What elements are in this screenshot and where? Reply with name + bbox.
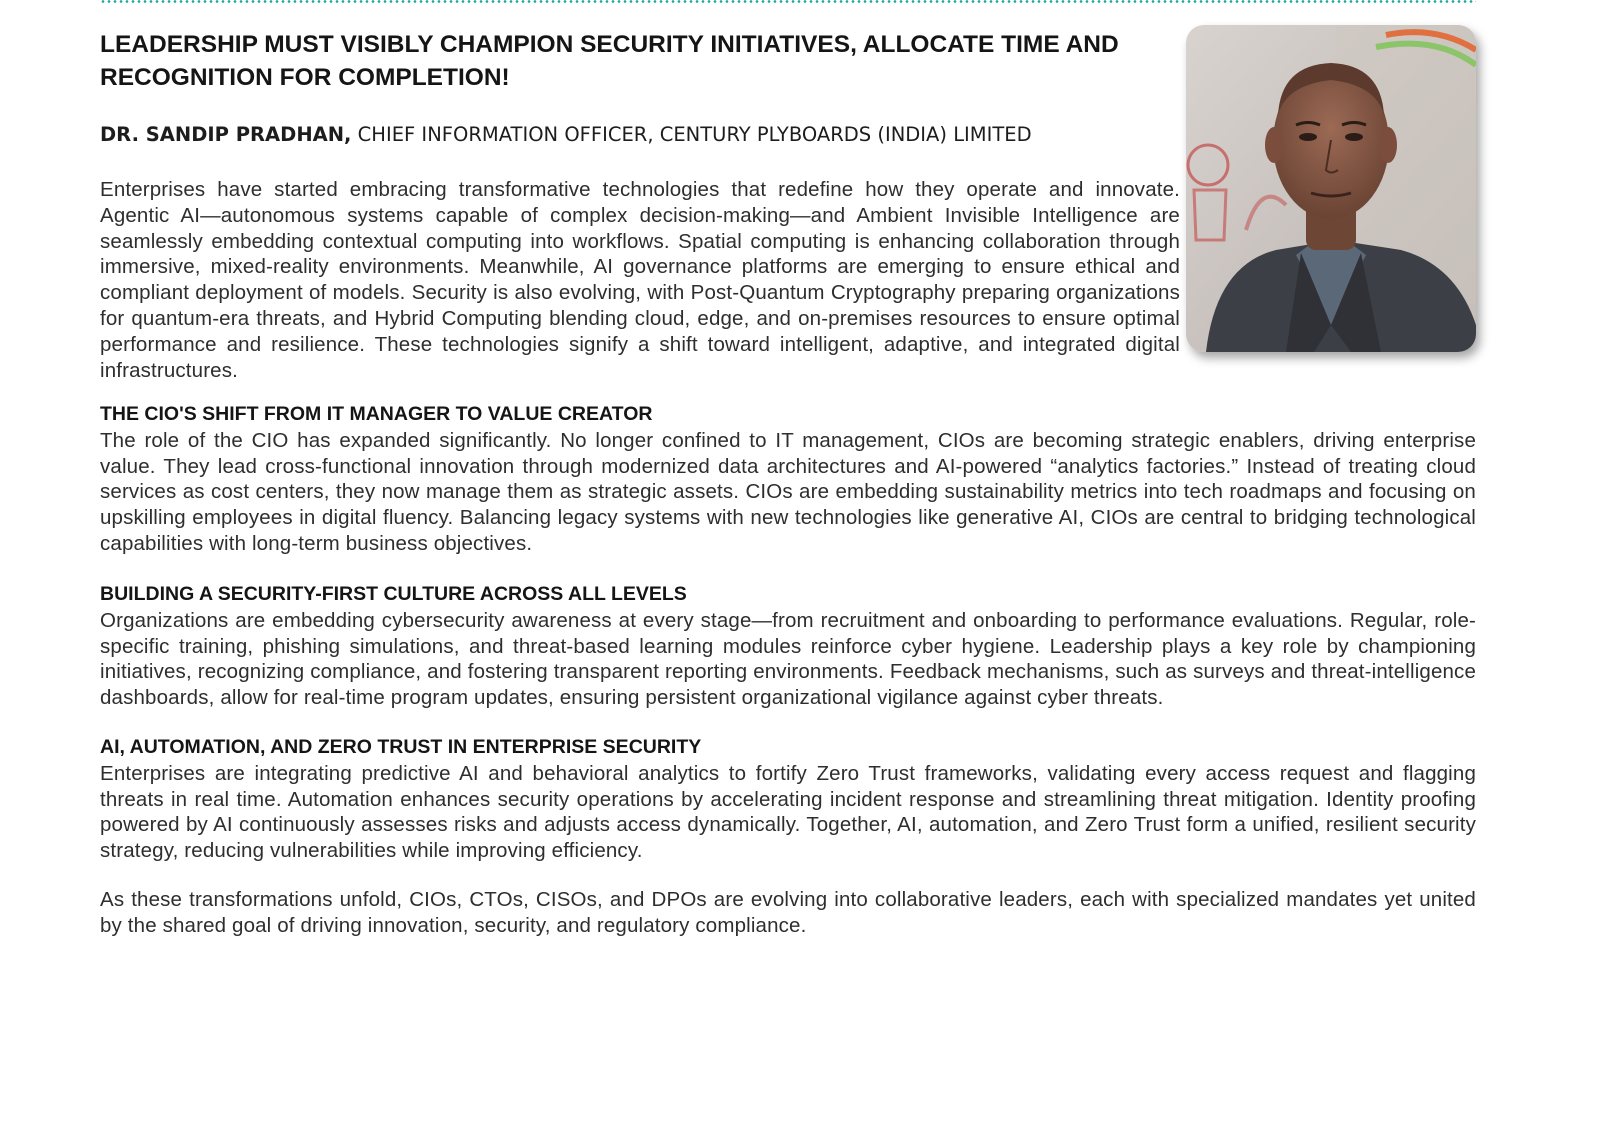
section-security-first-culture: [100, 582, 1476, 711]
section-ai-zero-trust: [100, 735, 1476, 864]
closing-paragraph: As these transformations unfold, CIOs, CTOs, CISOs, and DPOs are evolving into collaborative leaders, each with specialized mandates yet united by the shared goal of driving innovation, security, and regulatory compliance.: [100, 888, 1476, 937]
section-body: Enterprises are integrating predictive AI and behavioral analytics to fortify Zero Trust frameworks, validating every access request and flagging threats in real time. Automation enhances security operations by accelerating incident response and streamlining threat mitigation. Identity proofing powered by AI continuously assesses risks and adjusts access dynamically. Together, AI, automation, and Zero Trust form a unified, resilient security strategy, reducing vulnerabilities while improving efficiency.: [100, 761, 1476, 863]
article-headline: LEADERSHIP MUST VISIBLY CHAMPION SECURITY INITIATIVES, ALLOCATE TIME AND RECOGNITION FOR COMPLETION!: [100, 31, 1119, 91]
section-heading: AI, AUTOMATION, AND ZERO TRUST IN ENTERPRISE SECURITY: [100, 736, 702, 758]
section-body: The role of the CIO has expanded significantly. No longer confined to IT management, CIOs are becoming strategic enablers, driving enterprise value. They lead cross-functional innovation through modernized data architectures and AI-powered “analytics factories.” Instead of treating cloud services as cost centers, they now manage them as strategic assets. CIOs are embedding sustainability metrics into tech roadmaps and focusing on upskilling employees in digital fluency. Balancing legacy systems with new technologies like generative AI, CIOs are central to bridging technological capabilities with long-term business objectives.: [100, 428, 1476, 555]
author-portrait: [1186, 25, 1476, 352]
author-byline: [100, 122, 1180, 148]
section-cio-value-creator: [100, 402, 1476, 557]
author-title: CHIEF INFORMATION OFFICER, CENTURY PLYBOARDS (INDIA) LIMITED: [357, 123, 1032, 146]
intro-paragraph: Enterprises have started embracing transformative technologies that redefine how they operate and innovate. Agentic AI—autonomous systems capable of complex decision-making—and Ambient Invisible Intelligence are seamlessly embedding contextual computing into workflows. Spatial computing is enhancing collaboration through immersive, mixed-reality environments. Meanwhile, AI governance platforms are emerging to ensure ethical and compliant deployment of models. Security is also evolving, with Post-Quantum Cryptography preparing organizations for quantum-era threats, and Hybrid Computing blending cloud, edge, and on-premises resources to ensure optimal performance and resilience. These technologies signify a shift toward intelligent, adaptive, and integrated digital infrastructures.: [100, 178, 1180, 382]
portrait-image: [1186, 25, 1476, 352]
section-heading: BUILDING A SECURITY-FIRST CULTURE ACROSS ALL LEVELS: [100, 583, 687, 605]
section-heading: THE CIO'S SHIFT FROM IT MANAGER TO VALUE CREATOR: [100, 403, 653, 425]
section-body: Organizations are embedding cybersecurity awareness at every stage—from recruitment and onboarding to performance evaluations. Regular, role-specific training, phishing simulations, and threat-based learning modules reinforce cyber hygiene. Leadership plays a key role by championing initiatives, recognizing compliance, and fostering transparent reporting environments. Feedback mechanisms, such as surveys and threat-intelligence dashboards, allow for real-time program updates, ensuring persistent organizational vigilance against cyber threats.: [100, 608, 1476, 710]
top-dotted-rule: [100, 0, 1476, 3]
author-name: DR. SANDIP PRADHAN,: [100, 123, 352, 146]
